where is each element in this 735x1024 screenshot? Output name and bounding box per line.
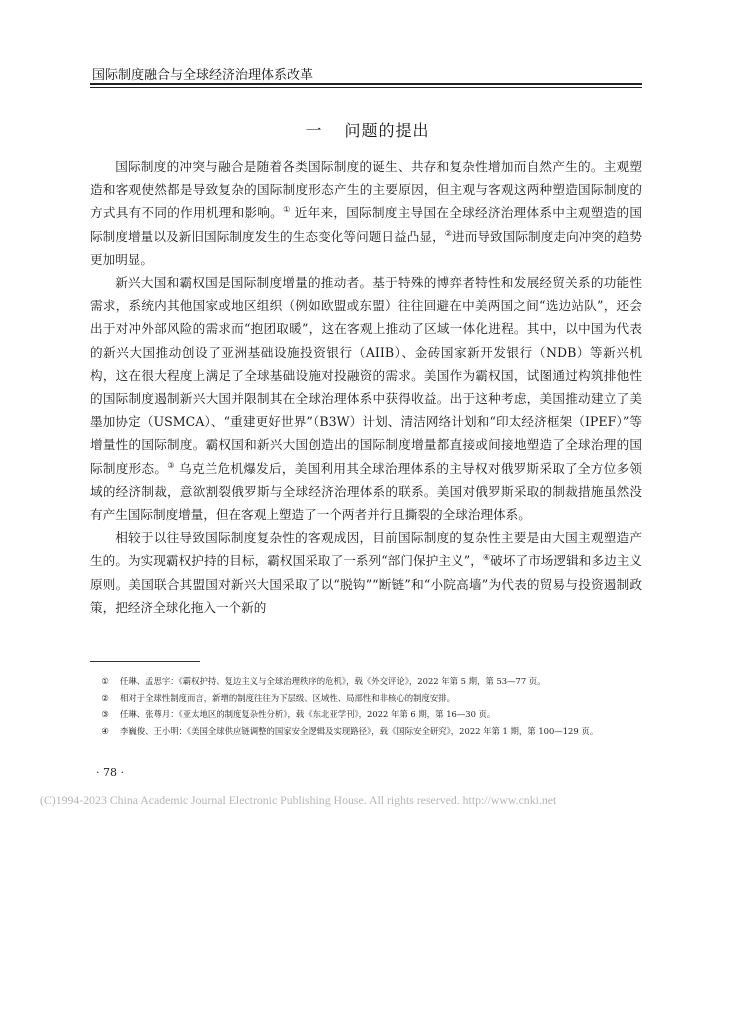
footnote-ref[interactable]: ③: [167, 460, 175, 470]
text-run: 新兴大国和霸权国是国际制度增量的推动者。基于特殊的博弈者特性和发展经贸关系的功能性需求，系统内其他国家或地区组织（例如欧盟或东盟）往往回避在中美两国之间“选边站队”，还会出于对冲外部风险的需求而“抱团取暖”，这在客观上推动了区域一体化进程。其中，以中国为代表的新兴大国推动创设了亚洲基础设施投资银行（AIIB）、金砖国家新开发银行（NDB）等新兴机构，这在很大程度上满足了全球基础设施对投融资的需求。美国作为霸权国，试图通过构筑排他性的国际制度遏制新兴大国并限制其在全球治理体系中获得收益。出于这种考虑，美国推动建立了美墨加协定（USMCA）、“重建更好世界”（B3W）计划、清洁网络计划和“印太经济框架（IPEF）”等增量性的国际制度。霸权国和新兴大国创造出的国际制度增量都直接或间接地塑造了全球治理的国际制度形态。: [90, 275, 642, 476]
header-rule-thin: [90, 87, 642, 88]
page-number: · 78 ·: [96, 766, 124, 779]
footnote-text: 任琳、孟思宇：《霸权护持、复边主义与全球治理秩序的危机》，载《外交评论》，2022 年第 5 期，第 53—77 页。: [120, 676, 546, 686]
text-run: 乌克兰危机爆发后，美国利用其全球治理体系的主导权对俄罗斯采取了全方位多领域的经济制裁，意欲割裂俄罗斯与全球经济治理体系的联系。美国对俄罗斯采取的制裁措施虽然没有产生国际制度增量，但在客观上塑造了一个两者并行且撕裂的全球治理体系。: [90, 460, 643, 523]
header-rule: [90, 83, 642, 85]
footnote-mark: ①: [101, 676, 109, 686]
footnote-mark: ④: [101, 725, 109, 736]
footnote-mark: ③: [101, 709, 109, 719]
text-run: 破坏了市场逻辑和多边主义原则。美国联合其盟国对新兴大国采取了以“脱钩”“断链”和“小院高墙”为代表的贸易与投资遏制政策，把经济全球化拖入一个新的: [90, 553, 643, 615]
footnote-ref[interactable]: ②: [444, 228, 453, 238]
footnotes: [90, 673, 642, 739]
section-title: [0, 118, 735, 141]
footnote-item: [90, 723, 642, 740]
footnote-item: [90, 690, 642, 707]
footnote-mark: ②: [101, 692, 109, 703]
text-run: 进而导致国际制度走向冲突的趋势更加明显。: [90, 228, 643, 267]
footnote-separator: [90, 661, 200, 662]
footnote-text: 相对于全球性制度而言，新增的制度往往为下层级、区域性、局部性和非核心的制度安排。: [120, 692, 455, 703]
text-run: 近年来，国际制度主导国在全球经济治理体系中主观塑造的国际制度增量以及新旧国际制度发生的生态变化等问题日益凸显，: [90, 205, 643, 244]
paragraph: [90, 271, 642, 526]
section-heading: 问题的提出: [344, 121, 430, 140]
footnote-item: [90, 673, 642, 690]
footnote-item: [90, 706, 642, 723]
paragraph: [90, 526, 642, 619]
section-number: 一: [305, 121, 323, 140]
footnote-ref[interactable]: ①: [283, 205, 291, 215]
footnote-text: 李巍俊、王小明：《美国全球供应链调整的国家安全逻辑及实现路径》，载《国际安全研究》，2022 年第 1 期，第 100—129 页。: [120, 725, 599, 736]
text-run: 国际制度的冲突与融合是随着各类国际制度的诞生、共存和复杂性增加而自然产生的。主观塑造和客观使然都是导致复杂的国际制度形态产生的主要原因，但主观与客观这两种塑造国际制度的方式具有不同的作用机理和影响。: [90, 159, 642, 221]
running-header: 国际制度融合与全球经济治理体系改革: [92, 68, 314, 83]
body-text: [90, 155, 642, 619]
copyright-watermark: (C)1994-2023 China Academic Journal Electronic Publishing House. All rights reserved. http://www.cnki.net: [40, 793, 557, 807]
paragraph: [90, 155, 642, 271]
footnote-ref[interactable]: ④: [482, 553, 491, 563]
text-run: 相较于以往导致国际制度复杂性的客观成因，目前国际制度的复杂性主要是由大国主观塑造产生的。为实现霸权护持的目标，霸权国采取了一系列“部门保护主义”，: [90, 530, 642, 569]
footnote-text: 任琳、张尊月：《亚太地区的制度复杂性分析》，载《东北亚学刊》，2022 年第 6 期，第 16—30 页。: [120, 709, 496, 719]
